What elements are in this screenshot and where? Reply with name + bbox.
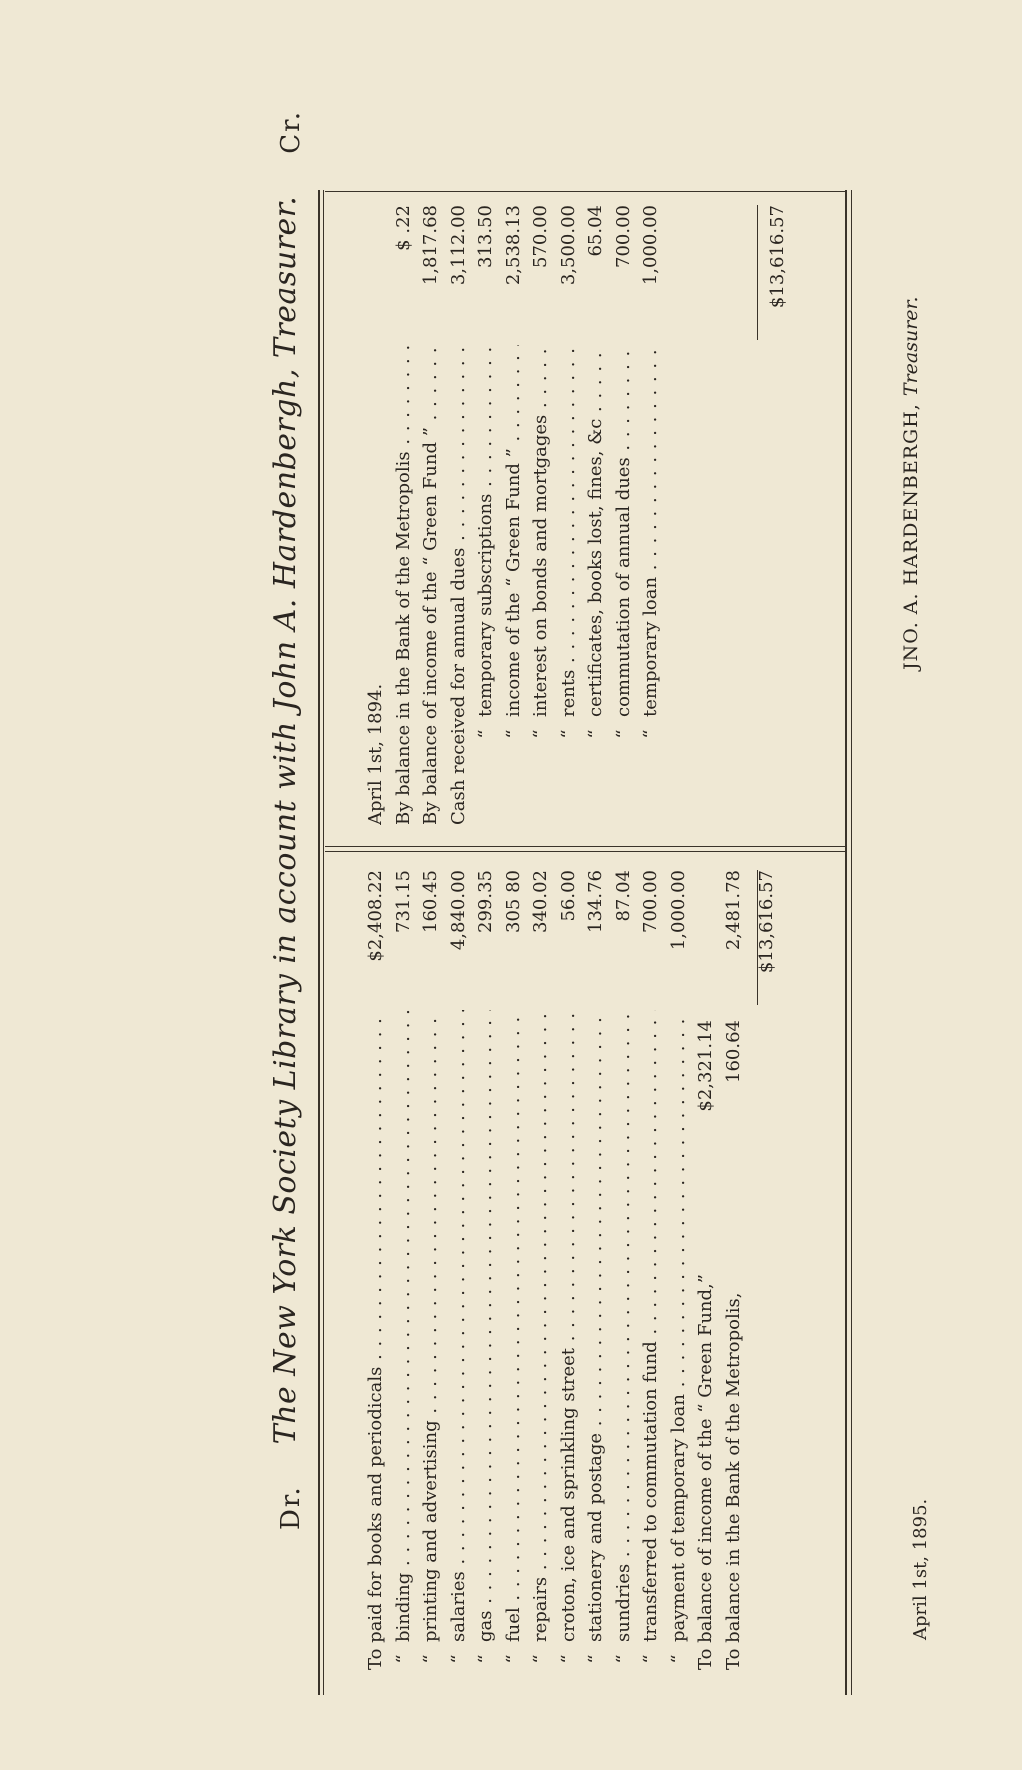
ledger-header	[268, 110, 318, 1530]
credit-description: interest on bonds and mortgages . . .	[527, 345, 555, 717]
table-row	[527, 205, 555, 825]
debit-amount: 134.76	[585, 870, 606, 933]
credit-description: rents . . .	[555, 345, 583, 717]
debit-description: To paid for books and periodicals . . .	[362, 1010, 390, 1670]
table-row	[500, 205, 528, 825]
table-row	[720, 870, 748, 1670]
table-row	[555, 870, 583, 1670]
credit-amount: 700.00	[612, 205, 634, 268]
balance-sub-amount: $2,321.14	[695, 1020, 716, 1112]
column-divider	[325, 851, 845, 852]
balance-amount: 2,481.78	[722, 870, 744, 951]
debit-column	[362, 870, 781, 1670]
credit-total: $13,616.57	[767, 205, 788, 309]
credit-date-row	[362, 205, 390, 825]
debit-description: salaries . . .	[445, 1010, 473, 1642]
debit-description: stationery and postage . . .	[582, 1010, 610, 1642]
table-row	[500, 870, 528, 1670]
ditto-mark: “	[585, 1654, 606, 1664]
debit-amount: 4,840.00	[447, 870, 469, 951]
ditto-mark: “	[420, 1654, 441, 1664]
credit-amount: 570.00	[530, 205, 551, 268]
debit-amount: 305 80	[502, 870, 524, 933]
ledger-title: The New York Society Library in account with John A. Hardenbergh, Treasurer.	[268, 195, 303, 1445]
table-row	[610, 205, 638, 825]
ditto-mark: “	[530, 729, 551, 739]
debit-amount: 340.02	[530, 870, 551, 933]
table-row	[472, 870, 500, 1670]
debit-amount: 160.45	[420, 870, 441, 933]
ditto-mark: “	[640, 729, 661, 739]
credit-description: commutation of annual dues . . .	[610, 345, 638, 717]
credit-amount: 3,500.00	[557, 205, 579, 286]
ditto-mark: “	[475, 1654, 496, 1664]
table-row	[390, 870, 418, 1670]
ditto-mark: “	[502, 729, 524, 739]
table-row	[417, 870, 445, 1670]
ditto-mark: “	[392, 1654, 414, 1664]
credit-date: April 1st, 1894.	[365, 683, 386, 825]
table-row	[417, 205, 445, 825]
bottom-double-rule	[845, 190, 847, 1695]
ditto-mark: “	[447, 1654, 469, 1664]
balance-description: To balance of income of the “ Green Fund,”	[695, 1274, 716, 1670]
total-rule	[757, 205, 758, 340]
credit-description: By balance in the Bank of the Metropolis . . .	[390, 345, 418, 825]
treasurer-signature	[900, 296, 922, 670]
table-row	[527, 870, 555, 1670]
ditto-mark: “	[502, 1654, 524, 1664]
table-row	[472, 205, 500, 825]
credit-amount: $ .22	[392, 205, 414, 251]
right-edge-rule	[325, 191, 845, 192]
table-row	[390, 205, 418, 825]
credit-description: temporary subscriptions . . .	[472, 345, 500, 717]
debit-amount: $2,408.22	[365, 870, 386, 962]
debit-description: sundries . . .	[610, 1010, 638, 1642]
bottom-double-rule-inner	[851, 190, 852, 1695]
credit-amount: 2,538.13	[502, 205, 524, 286]
credit-description: income of the “ Green Fund ” . . .	[500, 345, 528, 717]
debit-description: gas . . .	[472, 1010, 500, 1642]
ditto-mark: “	[612, 729, 634, 739]
ditto-mark: “	[640, 1654, 661, 1664]
table-row	[445, 870, 473, 1670]
debit-amount: 700.00	[640, 870, 661, 933]
ditto-mark: “	[530, 1654, 551, 1664]
table-row	[610, 870, 638, 1670]
debit-description: repairs . . .	[527, 1010, 555, 1642]
table-row	[637, 870, 665, 1670]
debit-amount: 731.15	[392, 870, 414, 933]
debit-heading: Dr.	[276, 1485, 306, 1530]
top-double-rule-inner	[323, 190, 324, 1695]
balance-sub-amount: 160.64	[722, 1020, 744, 1083]
table-row	[362, 870, 390, 1670]
credit-description: temporary loan . . .	[637, 345, 665, 717]
top-double-rule	[318, 190, 320, 1695]
debit-total: $13,616.57	[756, 870, 777, 974]
debit-description: fuel . . .	[500, 1010, 528, 1642]
credit-amount: 65.04	[585, 205, 606, 257]
credit-heading: Cr.	[276, 110, 306, 154]
table-row	[692, 870, 720, 1670]
ditto-mark: “	[667, 1654, 689, 1664]
debit-amount: 87.04	[612, 870, 634, 922]
credit-column	[362, 205, 788, 825]
debit-description: transferred to commutation fund . . .	[637, 1010, 665, 1642]
total-row	[753, 870, 781, 1670]
total-row	[764, 205, 792, 825]
footer-date: April 1st, 1895.	[910, 1498, 931, 1640]
table-row	[637, 205, 665, 825]
debit-description: croton, ice and sprinkling street . . .	[555, 1010, 583, 1642]
credit-amount: 1,000.00	[640, 205, 661, 286]
ditto-mark: “	[557, 729, 579, 739]
debit-amount: 299.35	[475, 870, 496, 933]
debit-description: printing and advertising . . .	[417, 1010, 445, 1642]
table-row	[582, 205, 610, 825]
credit-amount: 1,817.68	[420, 205, 441, 286]
signature-title: Treasurer.	[900, 296, 922, 397]
credit-description: Cash received for annual dues . . .	[445, 345, 473, 825]
debit-amount: 1,000.00	[667, 870, 689, 951]
table-row	[582, 870, 610, 1670]
ditto-mark: “	[612, 1654, 634, 1664]
table-row	[665, 870, 693, 1670]
ditto-mark: “	[475, 729, 496, 739]
column-divider-inner	[325, 846, 845, 847]
credit-description: By balance of income of the “ Green Fund ” . . .	[417, 345, 445, 825]
table-row	[555, 205, 583, 825]
balance-description: To balance in the Bank of the Metropolis,	[722, 1292, 744, 1670]
debit-amount: 56.00	[557, 870, 579, 922]
ditto-mark: “	[557, 1654, 579, 1664]
credit-amount: 313.50	[475, 205, 496, 268]
credit-description: certificates, books lost, fines, &c . . .	[582, 345, 610, 717]
debit-description: binding . . .	[390, 1010, 418, 1642]
ditto-mark: “	[585, 729, 606, 739]
table-row	[445, 205, 473, 825]
credit-amount: 3,112.00	[447, 205, 469, 286]
debit-description: payment of temporary loan . . .	[665, 1010, 693, 1642]
signature-name: JNO. A. HARDENBERGH,	[900, 403, 922, 670]
